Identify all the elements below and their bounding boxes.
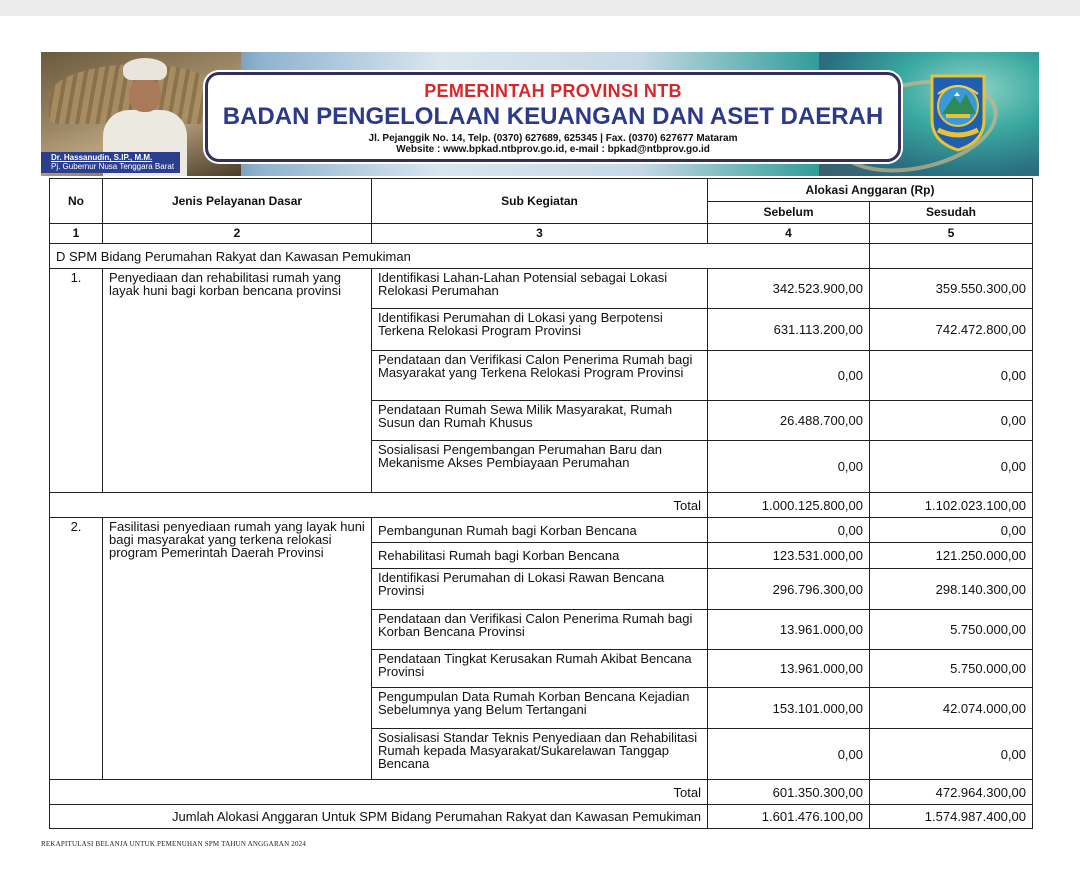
sub-kegiatan-cell: Pendataan Rumah Sewa Milik Masyarakat, Rumah Susun dan Rumah Khusus xyxy=(372,401,708,441)
index-cell: 5 xyxy=(870,224,1033,244)
header-jenis: Jenis Pelayanan Dasar xyxy=(103,179,372,224)
agency-address: Jl. Pejanggik No. 14, Telp. (0370) 627689, 625345 | Fax. (0370) 627677 Mataram xyxy=(368,133,738,144)
header-alokasi: Alokasi Anggaran (Rp) xyxy=(708,179,1033,202)
sub-kegiatan-cell: Identifikasi Perumahan di Lokasi Rawan Bencana Provinsi xyxy=(372,569,708,610)
header-sebelum: Sebelum xyxy=(708,202,870,224)
total-sesudah: 472.964.300,00 xyxy=(870,780,1033,805)
sesudah-cell: 5.750.000,00 xyxy=(870,650,1033,688)
sesudah-cell: 359.550.300,00 xyxy=(870,269,1033,309)
agency-website: Website : www.bpkad.ntbprov.go.id, e-mail : bpkad@ntbprov.go.id xyxy=(396,144,710,155)
total-row xyxy=(50,780,1033,805)
letterhead-banner xyxy=(41,52,1039,176)
sub-kegiatan-cell: Pengumpulan Data Rumah Korban Bencana Kejadian Sebelumnya yang Belum Tertangani xyxy=(372,688,708,729)
sub-kegiatan-cell: Rehabilitasi Rumah bagi Korban Bencana xyxy=(372,543,708,569)
sesudah-cell: 121.250.000,00 xyxy=(870,543,1033,569)
governor-caption xyxy=(41,152,180,173)
governor-name: Dr. Hassanudin, S.IP., M.M. xyxy=(51,153,153,162)
sesudah-cell: 742.472.800,00 xyxy=(870,309,1033,351)
sesudah-cell: 5.750.000,00 xyxy=(870,610,1033,650)
table-row xyxy=(50,269,1033,309)
sesudah-cell: 0,00 xyxy=(870,518,1033,543)
index-cell: 1 xyxy=(50,224,103,244)
sebelum-cell: 0,00 xyxy=(708,518,870,543)
sebelum-cell: 296.796.300,00 xyxy=(708,569,870,610)
sebelum-cell: 26.488.700,00 xyxy=(708,401,870,441)
sebelum-cell: 631.113.200,00 xyxy=(708,309,870,351)
sebelum-cell: 342.523.900,00 xyxy=(708,269,870,309)
total-label: Total xyxy=(50,780,708,805)
empty-cell xyxy=(870,244,1033,269)
sub-kegiatan-cell: Pembangunan Rumah bagi Korban Bencana xyxy=(372,518,708,543)
total-sesudah: 1.102.023.100,00 xyxy=(870,493,1033,518)
table-row xyxy=(50,518,1033,543)
sub-kegiatan-cell: Identifikasi Lahan-Lahan Potensial sebagai Lokasi Relokasi Perumahan xyxy=(372,269,708,309)
index-cell: 4 xyxy=(708,224,870,244)
letterhead-title-box xyxy=(205,72,901,162)
sub-kegiatan-cell: Identifikasi Perumahan di Lokasi yang Berpotensi Terkena Relokasi Program Provinsi xyxy=(372,309,708,351)
grand-total-label: Jumlah Alokasi Anggaran Untuk SPM Bidang Perumahan Rakyat dan Kawasan Pemukiman xyxy=(50,805,708,829)
sub-kegiatan-cell: Pendataan dan Verifikasi Calon Penerima Rumah bagi Masyarakat yang Terkena Relokasi Program Provinsi xyxy=(372,351,708,401)
sebelum-cell: 153.101.000,00 xyxy=(708,688,870,729)
grand-total-sebelum: 1.601.476.100,00 xyxy=(708,805,870,829)
sesudah-cell: 0,00 xyxy=(870,401,1033,441)
total-row xyxy=(50,493,1033,518)
index-cell: 2 xyxy=(103,224,372,244)
spm-budget-table xyxy=(49,178,1033,829)
sesudah-cell: 42.074.000,00 xyxy=(870,688,1033,729)
ntb-emblem-icon xyxy=(924,70,992,152)
sesudah-cell: 0,00 xyxy=(870,351,1033,401)
sub-kegiatan-cell: Sosialisasi Pengembangan Perumahan Baru dan Mekanisme Akses Pembiayaan Perumahan xyxy=(372,441,708,493)
index-cell: 3 xyxy=(372,224,708,244)
governor-title: Pj. Gubernur Nusa Tenggara Barat xyxy=(51,162,175,171)
sesudah-cell: 0,00 xyxy=(870,729,1033,780)
group-number: 2. xyxy=(50,518,103,780)
grand-total-sesudah: 1.574.987.400,00 xyxy=(870,805,1033,829)
sub-kegiatan-cell: Sosialisasi Standar Teknis Penyediaan dan Rehabilitasi Rumah kepada Masyarakat/Sukarelawan Tanggap Bencana xyxy=(372,729,708,780)
sub-kegiatan-cell: Pendataan Tingkat Kerusakan Rumah Akibat Bencana Provinsi xyxy=(372,650,708,688)
sebelum-cell: 0,00 xyxy=(708,441,870,493)
group-jenis: Penyediaan dan rehabilitasi rumah yang layak huni bagi korban bencana provinsi xyxy=(103,269,372,493)
total-sebelum: 1.000.125.800,00 xyxy=(708,493,870,518)
header-no: No xyxy=(50,179,103,224)
sub-kegiatan-cell: Pendataan dan Verifikasi Calon Penerima Rumah bagi Korban Bencana Provinsi xyxy=(372,610,708,650)
sebelum-cell: 0,00 xyxy=(708,729,870,780)
sebelum-cell: 13.961.000,00 xyxy=(708,650,870,688)
section-title: D SPM Bidang Perumahan Rakyat dan Kawasan Pemukiman xyxy=(50,244,870,269)
sesudah-cell: 298.140.300,00 xyxy=(870,569,1033,610)
total-sebelum: 601.350.300,00 xyxy=(708,780,870,805)
sebelum-cell: 123.531.000,00 xyxy=(708,543,870,569)
sebelum-cell: 13.961.000,00 xyxy=(708,610,870,650)
government-title: PEMERINTAH PROVINSI NTB xyxy=(424,81,682,101)
group-jenis: Fasilitasi penyediaan rumah yang layak huni bagi masyarakat yang terkena relokasi program Pemerintah Daerah Provinsi xyxy=(103,518,372,780)
grand-total-row xyxy=(50,805,1033,829)
top-bar xyxy=(0,0,1080,16)
header-sub-kegiatan: Sub Kegiatan xyxy=(372,179,708,224)
document-footer: REKAPITULASI BELANJA UNTUK PEMENUHAN SPM TAHUN ANGGARAN 2024 xyxy=(41,840,307,848)
group-number: 1. xyxy=(50,269,103,493)
agency-title: BADAN PENGELOLAAN KEUANGAN DAN ASET DAERAH xyxy=(222,103,884,130)
sesudah-cell: 0,00 xyxy=(870,441,1033,493)
total-label: Total xyxy=(50,493,708,518)
sebelum-cell: 0,00 xyxy=(708,351,870,401)
header-sesudah: Sesudah xyxy=(870,202,1033,224)
